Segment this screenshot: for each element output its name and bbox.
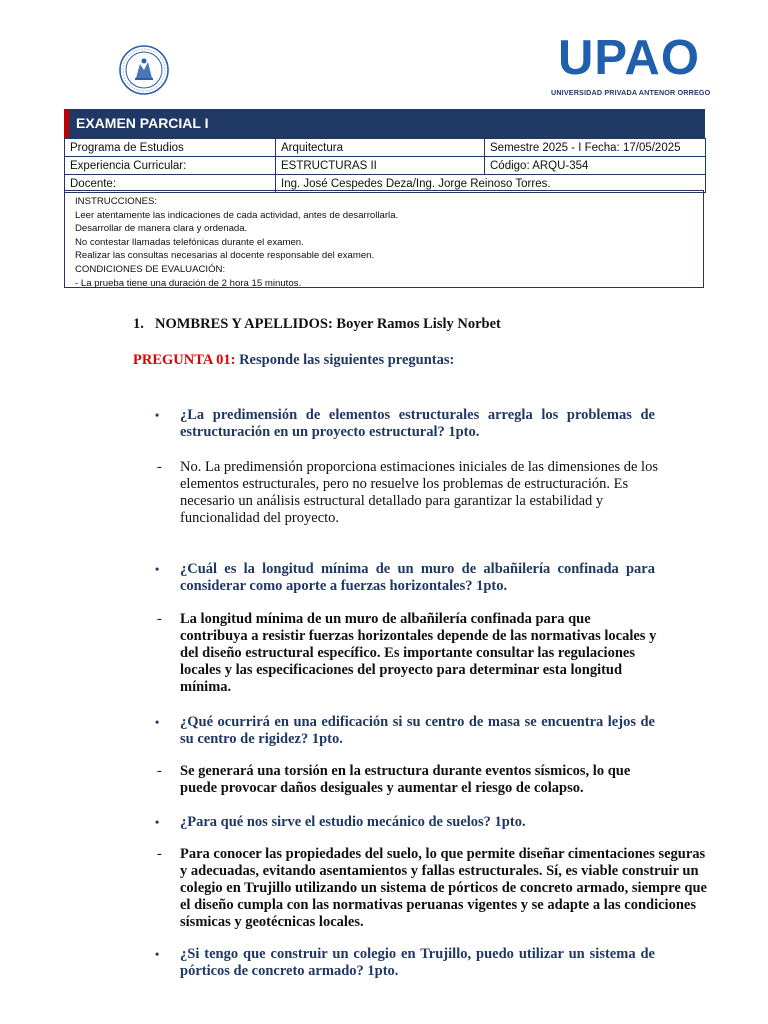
program-label: Programa de Estudios [65, 139, 276, 157]
course-label: Experiencia Curricular: [65, 157, 276, 175]
bullet-icon: • [155, 815, 160, 829]
red-accent-bar [64, 109, 69, 138]
semester-date: Semestre 2025 - I Fecha: 17/05/2025 [485, 139, 706, 157]
program-value: Arquitectura [276, 139, 485, 157]
dash-marker: - [157, 611, 162, 627]
question-heading [133, 352, 454, 369]
question-3 [155, 714, 655, 748]
instruction-line: No contestar llamadas telefónicas durante el examen. [75, 236, 304, 248]
question-text: ¿Si tengo que construir un colegio en Trujillo, puedo utilizar un sistema de pórticos de concreto armado? 1pto. [180, 946, 655, 979]
instruction-line: Realizar las consultas necesarias al docente responsable del examen. [75, 250, 375, 262]
instruction-line: Desarrollar de manera clara y ordenada. [75, 223, 248, 235]
dash-marker: - [157, 846, 162, 862]
question-instruction: Responde las siguientes preguntas: [235, 352, 455, 368]
student-name: NOMBRES Y APELLIDOS: Boyer Ramos Lisly Norbet [155, 316, 501, 332]
bullet-icon: • [155, 408, 160, 422]
dash-marker: - [157, 763, 162, 779]
question-text: ¿La predimensión de elementos estructurales arregla los problemas de estructuración en un proyecto estructural? 1pto. [180, 407, 655, 440]
upao-logo: UPAO [558, 31, 700, 85]
instruction-line: INSTRUCCIONES: [75, 196, 158, 207]
question-text: ¿Cuál es la longitud mínima de un muro de albañilería confinada para considerar como aporte a fuerzas horizontales? 1pto. [180, 561, 655, 594]
answer-text: La longitud mínima de un muro de albañilería confinada para que contribuya a resistir fuerzas horizontales depende de las normativas locales y del diseño estructural específico. Es importante consultar las regulaciones locales y las especificaciones del proyecto para determinar esta longitud mínima. [180, 611, 657, 695]
question-2 [155, 561, 655, 595]
instruction-line: - La prueba tiene una duración de 2 hora 15 minutos. [75, 277, 302, 289]
item-number: 1. [133, 316, 144, 332]
teacher-label: Docente: [65, 175, 276, 193]
question-5 [155, 946, 655, 980]
info-row-course [65, 157, 706, 175]
exam-title: EXAMEN PARCIAL I [76, 115, 209, 131]
exam-header-bar [64, 109, 705, 138]
question-1 [155, 407, 655, 441]
course-code: Código: ARQU-354 [485, 157, 706, 175]
answer-2 [155, 611, 660, 696]
course-value: ESTRUCTURAS II [276, 157, 485, 175]
answer-text: No. La predimensión proporciona estimaciones iniciales de las dimensiones de los elementos estructurales, pero no resuelve los problemas de estructuración. Es necesario un análisis estructural detallado para garantizar la estabilidad y funcionalidad del proyecto. [180, 459, 658, 526]
instruction-line: CONDICIONES DE EVALUACIÓN: [75, 263, 226, 275]
instructions-box [64, 190, 704, 288]
student-name-line [133, 316, 501, 333]
question-text: ¿Qué ocurrirá en una edificación si su centro de masa se encuentra lejos de su centro de rigidez? 1pto. [180, 714, 655, 747]
answer-3 [155, 763, 660, 797]
bullet-icon: • [155, 715, 160, 729]
question-text: ¿Para qué nos sirve el estudio mecánico de suelos? 1pto. [180, 814, 526, 830]
answer-4 [155, 846, 713, 931]
dash-marker: - [157, 459, 162, 475]
upao-logo-subtitle: UNIVERSIDAD PRIVADA ANTENOR ORREGO [551, 88, 711, 97]
answer-1 [155, 459, 675, 527]
teacher-value: Ing. José Cespedes Deza/Ing. Jorge Reinoso Torres. [276, 175, 706, 193]
answer-text: Se generará una torsión en la estructura durante eventos sísmicos, lo que puede provocar daños desiguales y aumentar el riesgo de colapso. [180, 763, 631, 796]
exam-info-table [64, 138, 706, 193]
instruction-line: Leer atentamente las indicaciones de cada actividad, antes de desarrollarla. [75, 209, 399, 221]
bullet-icon: • [155, 947, 160, 961]
answer-text: Para conocer las propiedades del suelo, lo que permite diseñar cimentaciones seguras y adecuadas, evitando asentamientos y fallas estructurales. Sí, es viable construir un colegio en Trujillo utilizando un sistema de pórticos de concreto armado, siempre que el diseño cumpla con las normativas peruanas vigentes y se adapte a las condiciones sísmicas y geotécnicas locales. [180, 846, 707, 930]
university-seal [118, 44, 170, 96]
info-row-program [65, 139, 706, 157]
question-4 [155, 814, 675, 831]
bullet-icon: • [155, 562, 160, 576]
question-label: PREGUNTA 01: [133, 352, 236, 368]
